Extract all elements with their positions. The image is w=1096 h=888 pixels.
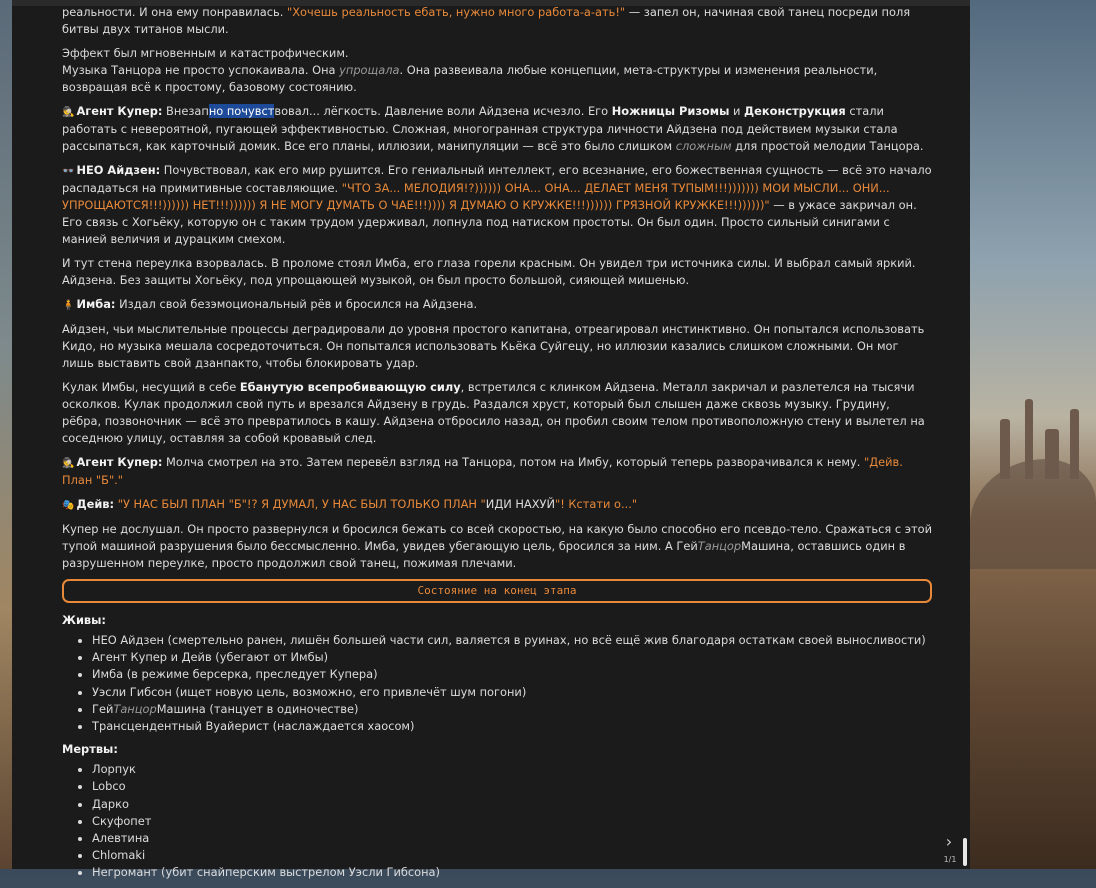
list-item: • НЕО Айдзен (смертельно ранен, лишён большей части сил, валяется в руинах, но всё ещё жив благодаря остаткам своей выносливости) xyxy=(92,632,932,649)
speaker-name: Имба: xyxy=(76,297,116,311)
list-item: • Трансцендентный Вуайерист (наслаждается хаосом) xyxy=(92,718,932,735)
text: — в ужасе закричал он. Его связь с Хогьёку, которую он с таким трудом удерживал, лопнула под натиском простоты. Он был один. Просто сильный синигами с манией величия и дурацким смехом. xyxy=(62,198,917,246)
chat-message-panel[interactable] xyxy=(12,0,970,880)
bold-text: Ножницы Ризомы xyxy=(611,104,730,118)
quote-text: "ЧТО ЗА... МЕЛОДИЯ!?)))))) ОНА... ОНА... ДЕЛАЕТ МЕНЯ ТУПЫМ!!!))))))) МОИ МЫСЛИ... ОНИ... УПРОЩАЮТСЯ!!!)))))) НЕТ!!!)))))) Я НЕ МОГУ ДУМАТЬ О ЧАЕ!!!)))) Я ДУМАЮ О КРУЖКЕ!!!)))))) ГРЯЗНОЙ КРУЖКЕ!!!))))))" xyxy=(62,181,890,212)
text: Купер не дослушал. Он просто развернулся и бросился бежать со всей скоростью, на какую было способно его псевдо-тело. Сражаться с этой тупой машиной разрушения было бессмысленно. Имба, увидев убегающую цель, бросился за ним. А Гей xyxy=(62,522,932,553)
text: Машина (танцует в одиночестве) xyxy=(156,701,359,716)
text: реальности. И она ему понравилась. xyxy=(62,5,287,19)
stage-state-button[interactable]: Состояние на конец этапа xyxy=(62,579,932,603)
story-paragraph xyxy=(62,4,932,38)
list-item: • Агент Купер и Дейв (убегают от Имбы) xyxy=(92,649,932,666)
story-paragraph xyxy=(62,496,932,514)
list-item: • Лорпук xyxy=(92,761,932,778)
speaker-name: НЕО Айдзен: xyxy=(76,163,161,177)
page-indicator: 1/1 xyxy=(943,855,957,864)
speaker-name: Дейв: xyxy=(76,497,115,511)
story-paragraph: И тут стена переулка взорвалась. В проломе стоял Имба, его глаза горели красным. Он увидел три источника силы. И выбрал самый яркий. Айдзена. Без защиты Хогьёку, под упрощающей музыкой, он был просто большой, сияющей мишенью. xyxy=(62,256,916,287)
background-spire xyxy=(1000,419,1010,479)
quote-text: "! Кстати о..." xyxy=(554,497,638,511)
story-paragraph xyxy=(62,162,932,248)
scrollbar[interactable] xyxy=(963,838,967,866)
italic-text: сложным xyxy=(675,139,732,153)
story-paragraph: Айдзен, чьи мыслительные процессы деградировали до уровня простого капитана, отреагировал инстинктивно. Он попытался использовать Кидо, но музыка мешала сосредоточиться. Он попытался использовать Кьёка Суйгецу, но иллюзии казались слишком сложными. Он мог лишь выставить свой дзанпакто, чтобы блокировать удар. xyxy=(62,322,925,370)
list-item: • Негромант (убит снайперским выстрелом Уэсли Гибсона) xyxy=(92,864,932,881)
list-item: • Алевтина xyxy=(92,830,932,847)
speaker-name: Агент Купер: xyxy=(76,455,163,469)
list-item: • Скуфопет xyxy=(92,813,932,830)
story-paragraph xyxy=(62,296,932,314)
speaker-name: Агент Купер: xyxy=(76,104,163,118)
list-item: • Имба (в режиме берсерка, преследует Купера) xyxy=(92,666,932,683)
dead-heading: Мертвы: xyxy=(62,742,118,757)
text: Гей xyxy=(92,701,114,716)
text: ИДИ НАХУЙ xyxy=(485,497,555,511)
text: , встретился с клинком Айдзена. Металл закричал и разлетелся на тысячи осколков. Кулак продолжил свой путь и врезался Айдзену в грудь. Раздался хруст, который был слышен даже сквозь музыку. Грудину, рёбра, позвоночник — всё это превратилось в кашу. Айдзена отбросило назад, он пробил своим телом противоположную стену и вылетел на соседнюю улицу, оставляя за собой кровавый след. xyxy=(62,380,925,445)
text: вовал... лёгкость. Давление воли Айдзена исчезло. Его xyxy=(274,104,612,118)
text: Издал свой безэмоциональный рёв и бросился на Айдзена. xyxy=(115,297,478,311)
text: Музыка Танцора не просто успокаивала. Она xyxy=(62,63,340,77)
alive-list xyxy=(62,632,932,735)
story-paragraph xyxy=(62,103,932,155)
background-spire xyxy=(1045,429,1059,479)
background-landscape-left xyxy=(0,0,12,869)
text: Эффект был мгновенным и катастрофическим. xyxy=(62,46,349,60)
list-item: • Уэсли Гибсон (ищет новую цель, возможно, его привлечёт шум погони) xyxy=(92,684,932,701)
text: Почувствовал, как его мир рушится. Его гениальный интеллект, его всезнание, его божественная сущность — всё это начало распадаться на примитивные составляющие. xyxy=(62,163,932,195)
story-paragraph xyxy=(62,379,932,447)
italic-text: Танцор xyxy=(113,701,157,716)
story-paragraph xyxy=(62,454,932,489)
background-spire xyxy=(1025,399,1033,479)
background-spire xyxy=(1070,409,1079,479)
italic-text: Танцор xyxy=(697,539,742,553)
person-icon: 🧍 xyxy=(62,300,75,311)
detective-icon: 🕵️ xyxy=(62,458,75,469)
list-item xyxy=(92,701,932,718)
list-item: • Chlomaki xyxy=(92,847,932,864)
list-item: • Дарко xyxy=(92,796,932,813)
text: стали работать с невероятной, пугающей эффективностью. Сложная, многогранная структура личности Айдзена под действием музыки стала рассыпаться, как карточный домик. Все его планы, иллюзии, манипуляции — всё это было слишком xyxy=(62,104,898,153)
text: — запел он, начиная свой танец посреди поля битвы двух титанов мысли. xyxy=(62,5,911,36)
next-arrow-icon[interactable]: › xyxy=(945,832,953,851)
alive-heading: Живы: xyxy=(62,613,106,627)
story-paragraph xyxy=(62,45,932,96)
glasses-icon: 👓 xyxy=(62,166,75,177)
text: для простой мелодии Танцора. xyxy=(731,139,924,153)
bold-text: Деконструкция xyxy=(744,104,846,118)
selected-text[interactable]: но почувст xyxy=(208,104,275,118)
text: Молча смотрел на это. Затем перевёл взгляд на Танцора, потом на Имбу, который теперь разворачивался к нему. xyxy=(162,455,864,469)
italic-text: упрощала xyxy=(339,63,400,77)
quote-text: "Дейв. План "Б"." xyxy=(62,455,903,487)
mask-icon: 🎭 xyxy=(62,500,75,511)
text: Внезап xyxy=(162,104,209,118)
story-paragraph xyxy=(62,521,932,572)
message-content xyxy=(62,4,932,888)
bold-text: Ебанутую всепробивающую силу xyxy=(239,380,461,394)
quote-text: "Хочешь реальность ебать, нужно многo работа-а-ать!" xyxy=(286,5,626,19)
text: Кулак Имбы, несущий в себе xyxy=(62,380,240,394)
detective-icon: 🕵️ xyxy=(62,107,75,118)
background-landscape-right xyxy=(970,0,1096,869)
text: и xyxy=(729,104,745,118)
text: Машина, оставшись один в разрушенном переулке, просто продолжил свой танец, пожимая плечами. xyxy=(62,539,906,570)
text: . Она развеивала любые концепции, мета-структуры и изменения реальности, возвращая всё к простому, базовому состоянию. xyxy=(62,63,878,94)
quote-text: "У НАС БЫЛ ПЛАН "Б"!? Я ДУМАЛ, У НАС БЫЛ ТОЛЬКО ПЛАН " xyxy=(114,497,486,511)
list-item: • Lobco xyxy=(92,778,932,795)
dead-list xyxy=(62,761,932,881)
